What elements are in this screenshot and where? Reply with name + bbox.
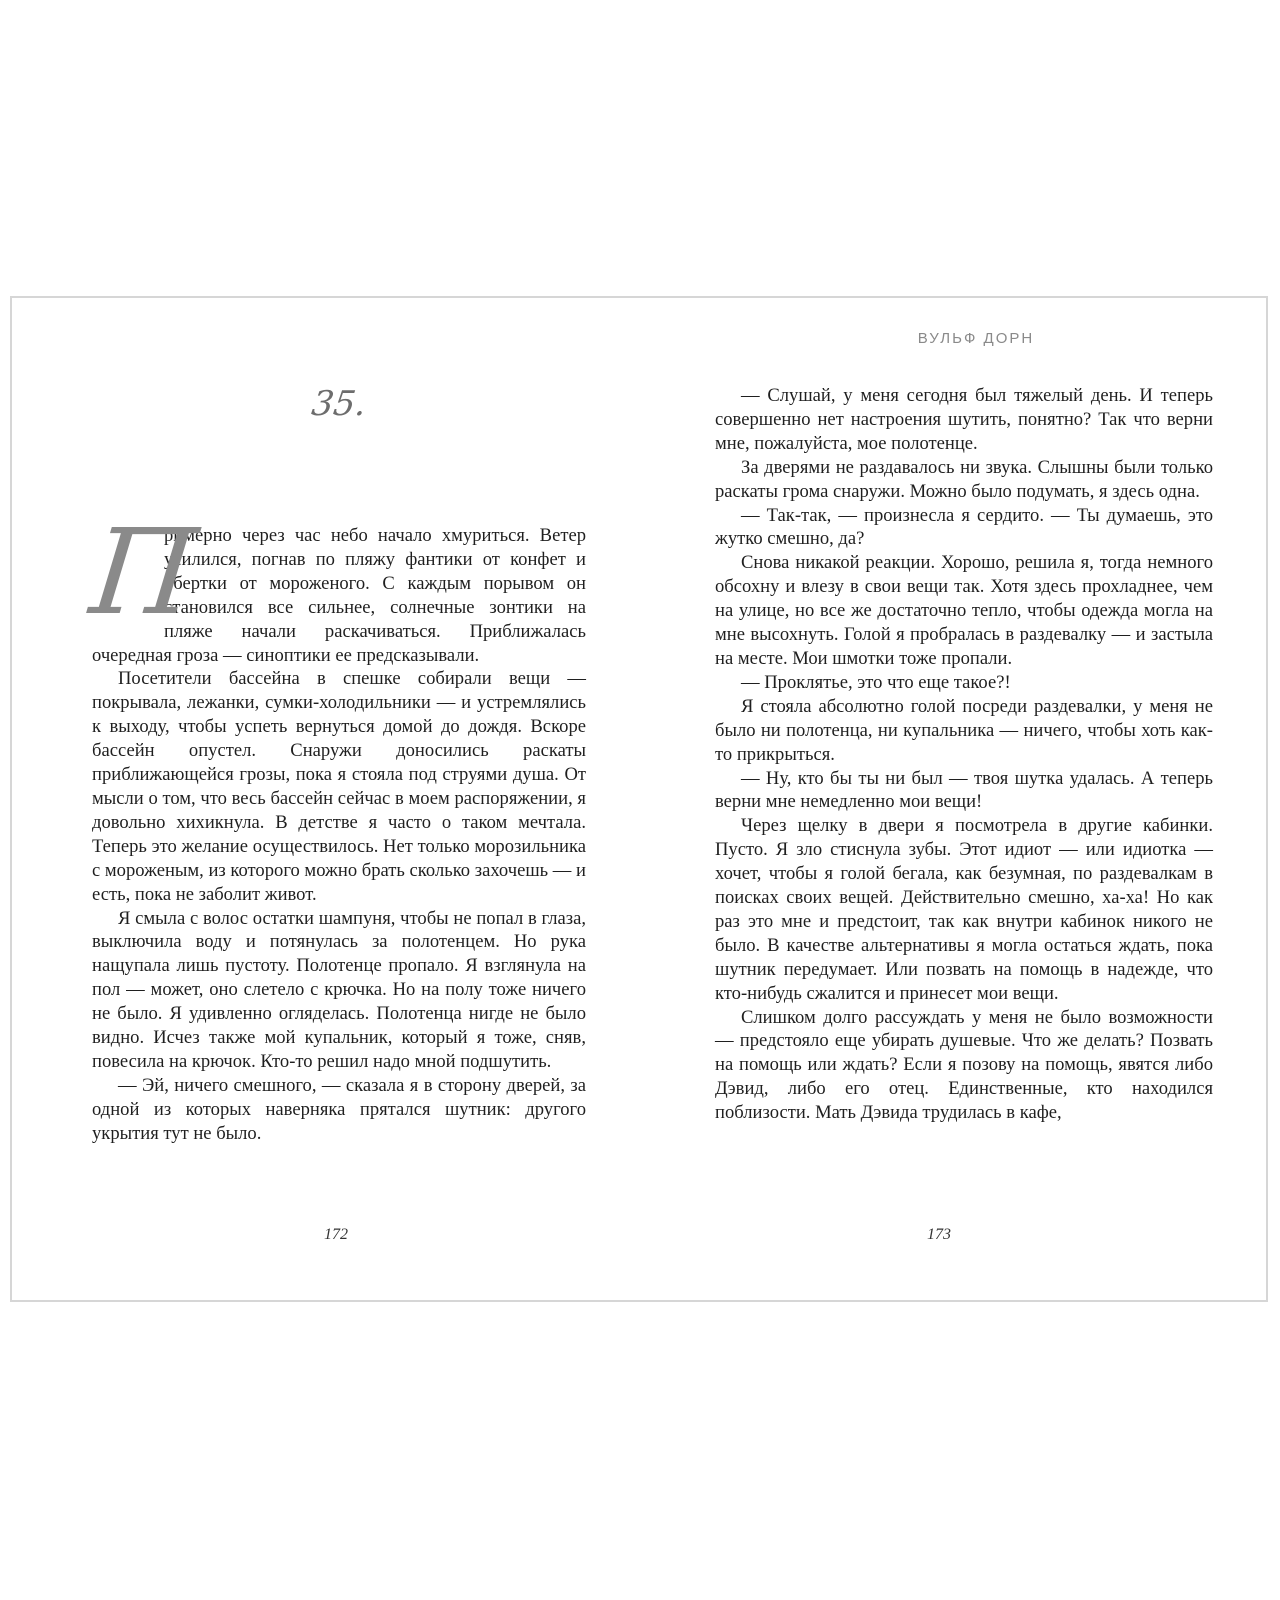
paragraph-text: римерно через час небо начало хмуриться. Ветер усилился, погнав по пляжу фантики от конфет и обертки от мороженого. С каждым порывом он становился все сильнее, солнечные зонтики на пляже начали раскачиваться. Приближалась очередная гроза — синоптики ее предсказывали. xyxy=(92,525,586,666)
paragraph: — Ну, кто бы ты ни был — твоя шутка удалась. А теперь верни мне немедленно мои вещи! xyxy=(715,767,1213,813)
paragraph: За дверями не раздавалось ни звука. Слышны были только раскаты грома снаружи. Можно было подумать, я здесь одна. xyxy=(715,456,1213,502)
page-number-right: 173 xyxy=(927,1226,951,1243)
left-page xyxy=(12,298,641,1300)
right-page xyxy=(641,298,1270,1300)
paragraph: Я стояла абсолютно голой посреди раздевалки, у меня не было ни полотенца, ни купальника — ничего, чтобы хоть как-то прикрыться. xyxy=(715,695,1213,765)
paragraph xyxy=(84,503,586,667)
drop-cap: П xyxy=(84,503,203,641)
paragraph: — Так-так, — произнесла я сердито. — Ты думаешь, это жутко смешно, да? xyxy=(715,504,1213,550)
paragraph: — Проклятье, это что еще такое?! xyxy=(741,671,1011,693)
page-number-left: 172 xyxy=(324,1226,348,1243)
paragraph: Слишком долго рассуждать у меня не было возможности — предстояло еще убирать душевые. Что же делать? Позвать на помощь или ждать? Если я позову на помощь, явятся либо Дэвид, либо его отец. Единственные, кто находился поблизости. Мать Дэвида трудилась в кафе, xyxy=(715,1006,1213,1124)
paragraph: Снова никакой реакции. Хорошо, решила я, тогда немного обсохну и влезу в свои вещи так. Хотя здесь прохладнее, чем на улице, но все же достаточно тепло, чтобы одежда могла на мне высохнуть. Голой я пробралась в раздевалку — и застыла на месте. Мои шмотки тоже пропали. xyxy=(715,552,1213,669)
book-spread xyxy=(10,296,1268,1302)
paragraph: — Эй, ничего смешного, — сказала я в сторону дверей, за одной из которых наверняка прятался шутник: другого укрытия тут не было. xyxy=(92,1074,586,1144)
left-page-text xyxy=(84,503,586,1146)
paragraph: — Слушай, у меня сегодня был тяжелый день. И теперь совершенно нет настроения шутить, понятно? Так что верни мне, пожалуйста, мое полотенце. xyxy=(715,385,1213,454)
running-head-author: ВУЛЬФ ДОРН xyxy=(917,330,1035,347)
chapter-number: 35. xyxy=(309,384,369,424)
paragraph: Посетители бассейна в спешке собирали вещи — покрывала, лежанки, сумки-холодильники — и устремлялись к выходу, чтобы успеть вернуться домой до дождя. Вскоре бассейн опустел. Снаружи доносились раскаты приближающейся грозы, пока я стояла под струями душа. От мысли о том, что весь бассейн сейчас в моем распоряжении, я довольно хихикнула. В детстве я часто о таком мечтала. Теперь это желание осуществилось. Нет только морозильника с мороженым, из которого можно брать сколько захочешь — и есть, пока не заболит живот. xyxy=(92,668,586,905)
right-page-text xyxy=(715,384,1213,1125)
paragraph: Через щелку в двери я посмотрела в другие кабинки. Пусто. Я зло стиснула зубы. Этот идиот — или идиотка — хочет, чтобы я голой бегала, как безумная, по раздевалкам в поисках своих вещей. Действительно смешно, ха-ха! Но как раз это мне и предстоит, так как внутри кабинок никого не было. В качестве альтернативы я могла остаться ждать, пока шутник передумает. Или позвать на помощь в надежде, что кто-нибудь сжалится и принесет мои вещи. xyxy=(715,815,1213,1004)
paragraph: Я смыла с волос остатки шампуня, чтобы не попал в глаза, выключила воду и потянулась за полотенцем. Но рука нащупала лишь пустоту. Полотенце пропало. Я взглянула на пол — может, оно слетело с крючка. Но на полу тоже ничего не было. Я удивленно огляделась. Полотенца нигде не было видно. Исчез также мой купальник, который я тоже, сняв, повесила на крючок. Кто-то решил надо мной подшутить. xyxy=(92,907,586,1072)
